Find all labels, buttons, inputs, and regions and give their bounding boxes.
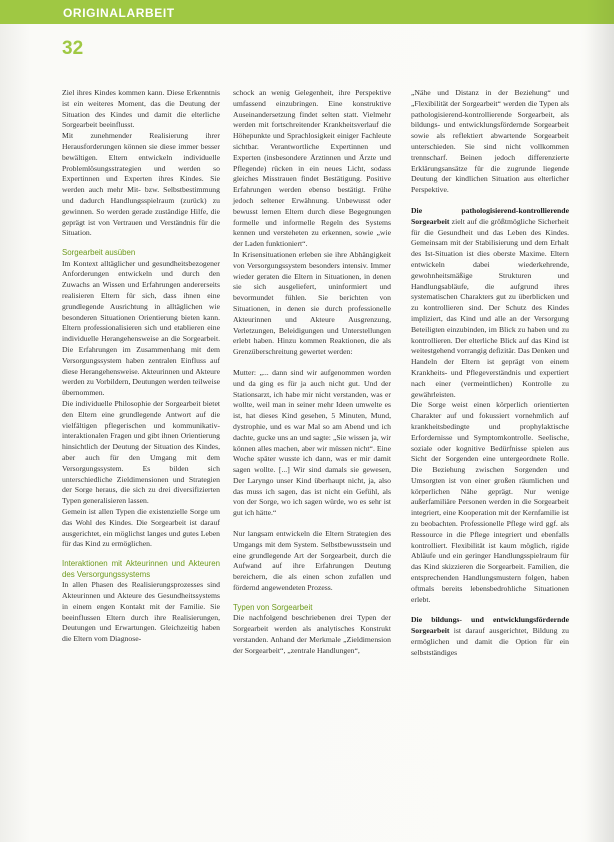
paragraph: Mit zunehmender Realisierung ihrer Herausforderungen können sie diese immer besser bewältigen. Eltern entwickeln individuelle Problemlösungsstrategien und werden so Expertinnen und Experten ihres Kindes. Sie werden auch mehr Mit- bzw. Selbstbestimmung und dadurch Handlungsspielraum (zurück) zu gewinnen. So werden gerade zuständige Hilfe, die geprägt ist von Vertrauen und Verständnis für die Situation. [62,131,220,238]
paragraph: „Nähe und Distanz in der Beziehung“ und „Flexibilität der Sorgearbeit“ werden die Typen als pathologisierend-kontrollierende Sorgearbeit, als bildungs- und entwicklungsfördernde Sorgearbeit sowie als reflektiert abwartende Sorgearbeit unterschieden. Sie sind nicht vollkommen trennscharf. Beinen jedoch differenzierte Erklärungsansätze für die zugrunde liegende Deutung der kindlichen Situation aus elterlicher Perspektive. [411,88,569,195]
paragraph [411,615,569,658]
section-heading: Sorgearbeit ausüben [62,248,136,258]
section-heading: Typen von Sorgearbeit [233,602,313,612]
paragraph: Im Kontext alltäglicher und gesundheitsbezogener Anforderungen entwickeln und durch den Zuwachs an Wissen und Erfahrungen andererseits realisieren Eltern für sich, dass ihnen eine grundlegende Ausrichtung in alltäglichen wie besonderen Situationen Orientierung bieten kann. Eltern professionalisieren sich und etablieren eine individuelle Herangehensweise an die Sorgearbeit. Die Erfahrungen im Zusammenhang mit dem Versorgungssystem haben zentralen Einfluss auf diese Herangehensweise. Akteurinnen und Akteure werden zu Vorbildern, Deutungen werden teilweise übernommen. [62,258,220,398]
paragraph: Die nachfolgend beschriebenen drei Typen der Sorgearbeit werden als analytisches Konstrukt verstanden. Anhand der Merkmale „Zieldimension der Sorgearbeit“, „zentrale Handlungen“, [233,613,391,655]
paragraph: Ziel ihres Kindes kommen kann. Diese Erkenntnis ist ein weiteres Moment, das die Deutung der Situation des Kindes und damit die elterliche Sorgearbeit beeinflusst. [62,88,220,130]
paragraph-body: ist darauf ausgerichtet, Bildung zu ermöglichen und damit die Option für ein selbstständiges [411,626,569,657]
text-column-2 [233,88,391,657]
paragraph-body: zielt auf die größtmögliche Sicherheit für die Gesundheit und das Leben des Kindes. Gemeinsam mit der Stabilisierung und dem Erhalt des Ist-Situation ist dies oberste Maxime. Eltern entwickeln dabei wiederkehrende, gewohnheitsmäßige Strukturen und Handlungsabläufe, die aufgrund ihres systematischen Charakters gut zu überblicken und zu kontrollieren sind. Der Schutz des Kindes impliziert, das Kind und alle an der Versorgung Beteiligten einzubinden, im Blick zu haben und zu kontrollieren. Der elterliche Blick auf das Kind ist weitestgehend vorrangig defizitär. Das Denken und Handeln der Eltern ist geprägt von einem Krankheits- und Pflegeverständnis und expertiert nach einer (vermeintlichen) Kontrolle zu gewährleisten. [411,216,569,399]
paragraph [411,206,569,400]
section-label: ORIGINALARBEIT [63,6,175,20]
paragraph: Gemein ist allen Typen die existenzielle Sorge um das Wohl des Kindes. Die Sorgearbeit ist darauf ausgerichtet, ein möglichst langes und gutes Leben für das Kind zu ermöglichen. [62,506,220,549]
paragraph: schock an wenig Gelegenheit, ihre Perspektive umfassend einzubringen. Eine konstruktive Auseinandersetzung findet selten statt. Vielmehr werden mit fortschreitender Krankheitsverlauf die Höhepunkte und Sprachlosigkeit einiger Fachleute sichtbar. Verantwortliche Expertinnen und Experten (insbesondere Ärztinnen und Ärzte und Pflegende) rücken in ein neues Licht, sodass gleiches Misstrauen findet Bestätigung. Positive Erfahrungen werden ebenso bestätigt. Frühe jedoch seltener Erwähnung. Unbewusst oder bewusst lernen Eltern durch diese Begegnungen formelle und informelle Regeln des Systems kennen und versteheten zu erkennen, sowie „wie der Laden funktioniert“. [233,88,391,249]
section-heading: Interaktionen mit Akteurinnen und Akteuren des Versorgungssystems [62,559,220,579]
paragraph: In Krisensituationen erleben sie ihre Abhängigkeit von Versorgungssystem besonders intensiv. Immer wieder geraten die Eltern in Situationen, in denen sie sich ausgeliefert, uninformiert und bevormundet fühlen. Sie berichten von Situationen, in denen sie durch professionelle Akteurinnen und Akteure Ausgrenzung, Verletzungen, Beleidigungen und Unterstellungen erlebt haben. Hinzu kommen Reaktionen, die als Grenzüberschreitung gewertet werden: [233,249,391,357]
type-lead: Die pathologisierend-kontrollierende Sorgearbeit [411,205,569,226]
paragraph: Die Sorge weist einen körperlich orientierten Charakter auf und fokussiert vornehmlich auf krankheitsbedingte und prophylaktische Erfordernisse und Symptomkontrolle. Seelische, soziale oder kognitive Bedürfnisse spielen aus Sicht der Sorgenden eine untergeordnete Rolle. Die Beziehung zwischen Sorgenden und Umsorgten ist von einer großen räumlichen und körperlichen Nähe geprägt. Nur wenige außerfamiliäre Personen werden in die Sorgearbeit integriert, eine Kooperation mit der Kernfamilie ist zu beobachten. Professionelle Pflege wird ggf. als Ressource in die Pflege integriert und ebenfalls kontrolliert. Flexibilität ist kaum möglich, rigide Abläufe und ein geringer Handlungsspielraum für das Kind skizzieren die Sorgearbeit. Familien, die entsprechenden Handlungsmustern folgen, haben oftmals bereits lebensbedrohliche Situationen erlebt. [411,400,569,604]
section-header-bar [0,0,614,24]
interview-quote: Mutter: „... dann sind wir aufgenommen worden und da ging es für ja auch nicht gut. Und der Stationsarzt, ich habe mir nicht verstanden, was er wollte, weil man in seiner mehr Ideen umwelte es ist, hat dieses Kind gesehen, 5 Minuten, Mund, dystrophie, und es war Mal so am Abend und ich dachte, gucke uns an und sagte: „Sie wissen ja, wir können alles machen, aber wir müssen nicht“. Eine Woche später wusste ich dann, was er mir damit sagen wollte. [...] Wir sind damals sie gewesen, Der Laryngo unser Kind überhaupt nicht, ja, also das muss ich sagen, das ist nicht ein Gefühl, als von der Sorge, wo ich sagen würde, wo es sehr ist gut ich hätte.“ [233,367,391,518]
paragraph: Nur langsam entwickeln die Eltern Strategien des Umgangs mit dem System. Selbstbewusstsein und eine grundlegende Art der Sorgearbeit, durch die Aufwand auf ihre Erfahrungen Deutung bereichern, die als einen schon zufallen und fördernd angewendeten Prozess. [233,529,391,593]
text-column-3 [411,88,569,659]
page-number: 32 [62,38,84,59]
page-edge-shadow [586,0,614,842]
paragraph: In allen Phasen des Realisierungsprozesses sind Akteurinnen und Akteure des Gesundheitssystems in einem engen Kontakt mit der Familie. Sie beeinflussen Eltern durch ihre Realisierungen, Deutungen und Erwartungen. Gleichzeitig haben die Eltern vom Diagnose- [62,580,220,644]
type-lead: Die bildungs- und entwicklungsfördernde Sorgearbeit [411,615,569,636]
paragraph: Die individuelle Philosophie der Sorgearbeit bietet den Eltern eine grundlegende Antwort auf die vielfältigen pflegerischen und kommunikativ-interaktionalen Fragen und gibt ihnen Orientierung hinsichtlich der Deutung der Situation des Kindes, aber auch für den Umgang mit dem Versorgungssystem. Es bilden sich unterschiedliche Zieldimensionen und Strategien der Sorge heraus, die sich zu drei diversifizierten Typen generalisieren lassen. [62,399,220,506]
text-column-1 [62,88,220,645]
